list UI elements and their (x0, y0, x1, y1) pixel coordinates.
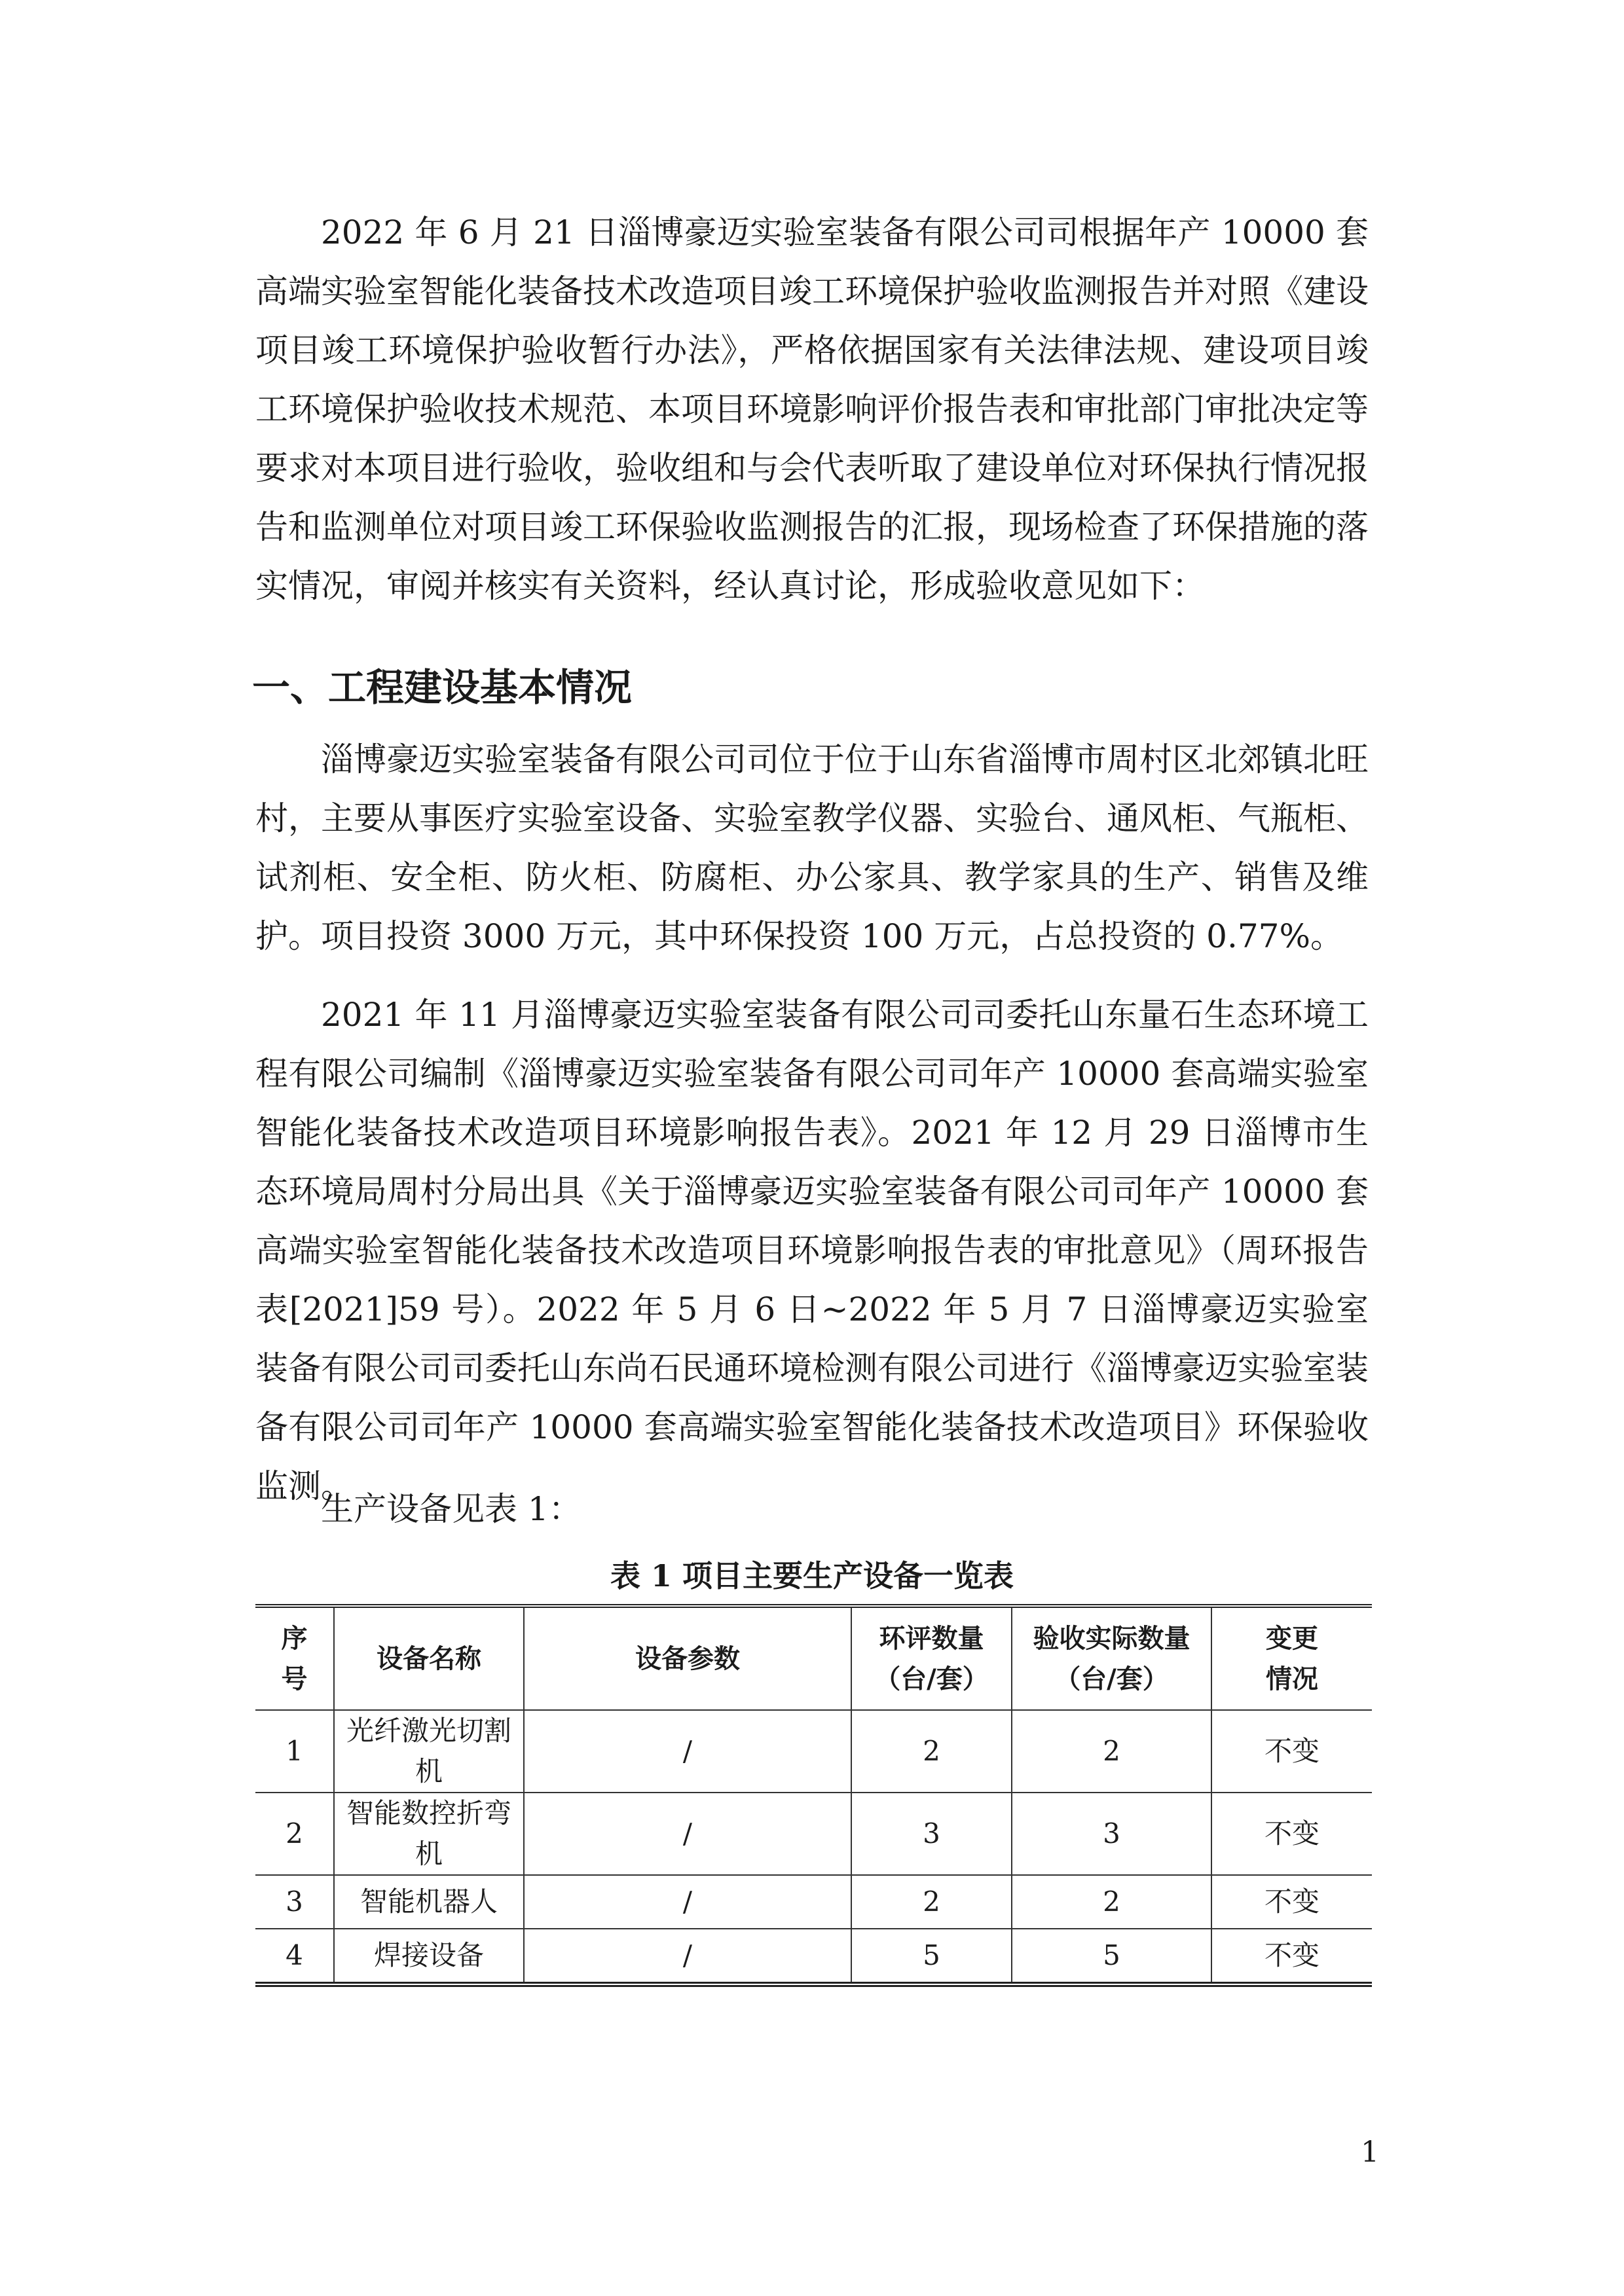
table-title: 表 1 项目主要生产设备一览表 (610, 1558, 1014, 1594)
cell-change: 不变 (1211, 1710, 1372, 1793)
header-name: 设备名称 (334, 1606, 524, 1710)
section-heading: 一、工程建设基本情况 (252, 665, 633, 710)
header-no: 序 号 (255, 1606, 334, 1710)
cell-actual-qty: 2 (1012, 1710, 1211, 1793)
cell-params: / (524, 1710, 851, 1793)
page-number: 1 (1361, 2136, 1379, 2169)
header-eia-qty: 环评数量 （台/套） (851, 1606, 1012, 1710)
table-intro: 生产设备见表 1： (321, 1490, 581, 1528)
cell-change: 不变 (1211, 1793, 1372, 1875)
cell-name: 智能数控折弯机 (334, 1793, 524, 1875)
cell-change: 不变 (1211, 1929, 1372, 1984)
cell-eia-qty: 5 (851, 1929, 1012, 1984)
cell-no: 4 (255, 1929, 334, 1984)
table-row (255, 1929, 1372, 1984)
cell-params: / (524, 1875, 851, 1929)
history-paragraph: 2021 年 11 月淄博豪迈实验室装备有限公司司委托山东量石生态环境工程有限公司编制《淄博豪迈实验室装备有限公司司年产 10000 套高端实验室智能化装备技术改造项目环境影响报告表》。2021 年 12 月 29 日淄博市生态环境局周村分局出具《关于淄博豪迈实验室装备有限公司司年产 10000 套高端实验室智能化装备技术改造项目环境影响报告表的审批意见》（周环报告表[2021]59 号）。2022 年 5 月 6 日~2022 年 5 月 7 日淄博豪迈实验室装备有限公司司委托山东尚石民通环境检测有限公司进行《淄博豪迈实验室装备有限公司司年产 10000 套高端实验室智能化装备技术改造项目》环保验收监测。 (255, 996, 1369, 1505)
cell-params: / (524, 1793, 851, 1875)
cell-no: 1 (255, 1710, 334, 1793)
header-actual-qty: 验收实际数量 （台/套） (1012, 1606, 1211, 1710)
cell-name: 光纤激光切割机 (334, 1710, 524, 1793)
cell-actual-qty: 5 (1012, 1929, 1211, 1984)
cell-actual-qty: 3 (1012, 1793, 1211, 1875)
intro-paragraph: 2022 年 6 月 21 日淄博豪迈实验室装备有限公司司根据年产 10000 套高端实验室智能化装备技术改造项目竣工环境保护验收监测报告并对照《建设项目竣工环境保护验收暂行办法》，严格依据国家有关法律法规、建设项目竣工环境保护验收技术规范、本项目环境影响评价报告表和审批部门审批决定等要求对本项目进行验收，验收组和与会代表听取了建设单位对环保执行情况报告和监测单位对项目竣工环保验收监测报告的汇报，现场检查了环保措施的落实情况，审阅并核实有关资料，经认真讨论，形成验收意见如下： (255, 213, 1369, 605)
cell-no: 3 (255, 1875, 334, 1929)
equipment-table (255, 1604, 1372, 1987)
cell-name: 焊接设备 (334, 1929, 524, 1984)
cell-eia-qty: 2 (851, 1875, 1012, 1929)
table-row (255, 1875, 1372, 1929)
header-params: 设备参数 (524, 1606, 851, 1710)
cell-actual-qty: 2 (1012, 1875, 1211, 1929)
table-header-row (255, 1606, 1372, 1710)
cell-no: 2 (255, 1793, 334, 1875)
cell-params: / (524, 1929, 851, 1984)
cell-eia-qty: 2 (851, 1710, 1012, 1793)
table-row (255, 1710, 1372, 1793)
header-change: 变更 情况 (1211, 1606, 1372, 1710)
cell-eia-qty: 3 (851, 1793, 1012, 1875)
table-row (255, 1793, 1372, 1875)
cell-change: 不变 (1211, 1875, 1372, 1929)
location-paragraph: 淄博豪迈实验室装备有限公司司位于位于山东省淄博市周村区北郊镇北旺村，主要从事医疗实验室设备、实验室教学仪器、实验台、通风柜、气瓶柜、试剂柜、安全柜、防火柜、防腐柜、办公家具、教学家具的生产、销售及维护。项目投资 3000 万元，其中环保投资 100 万元，占总投资的 0.77%。 (255, 740, 1369, 955)
cell-name: 智能机器人 (334, 1875, 524, 1929)
